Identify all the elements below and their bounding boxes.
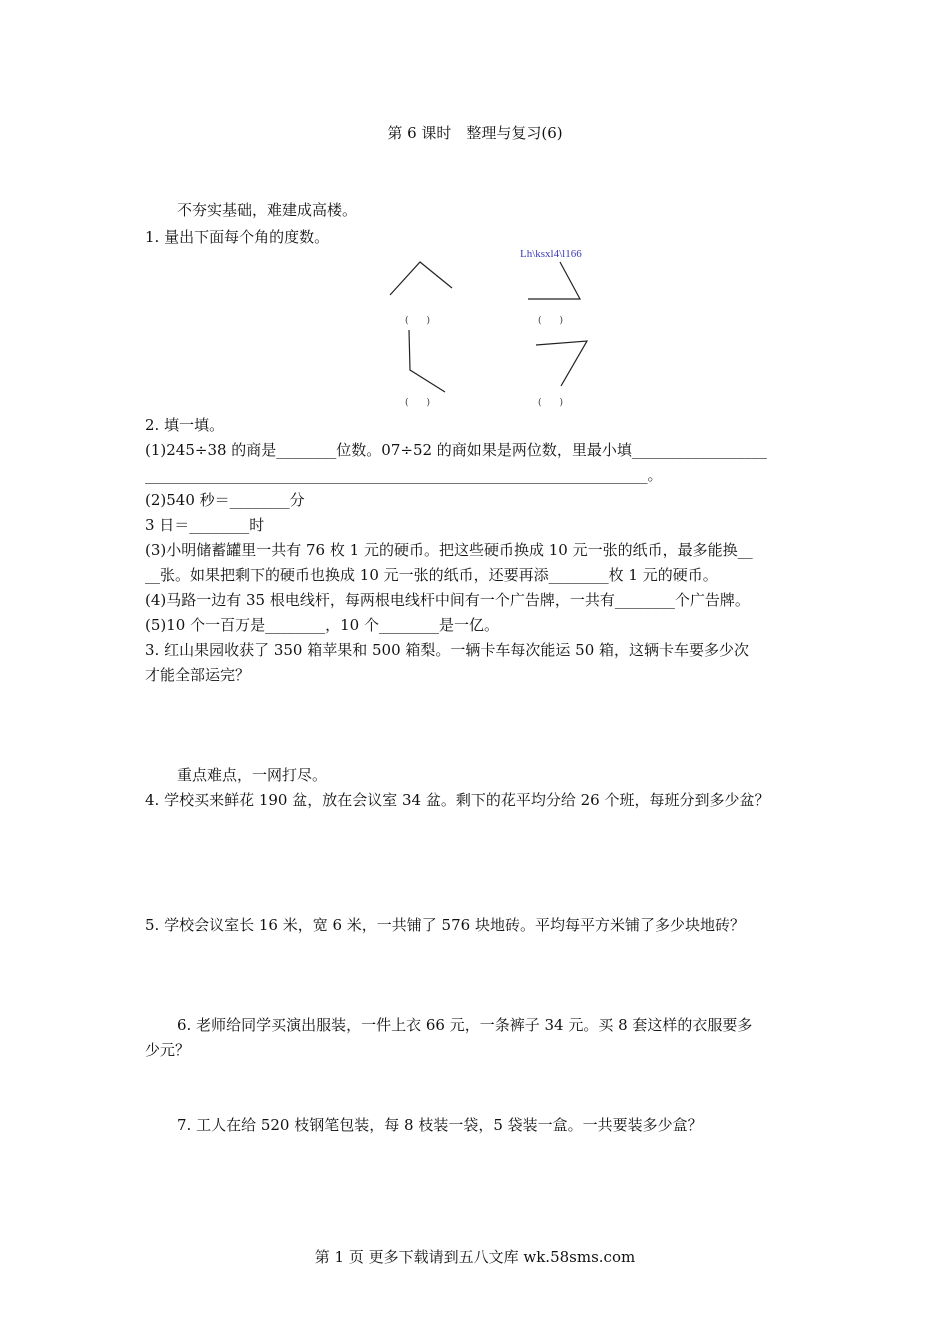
question-2-line-4: 3 日＝________时 xyxy=(145,516,265,534)
question-3-line-1: 3. 红山果园收获了 350 箱苹果和 500 箱梨。一辆卡车每次能运 50 箱，这辆卡车要多少次 xyxy=(145,641,750,659)
question-7: 7. 工人在给 520 枝钢笔包装，每 8 枝装一袋，5 袋装一盒。一共要装多少盒？ xyxy=(177,1116,703,1134)
watermark-text: Lh\ksxl4\l166 xyxy=(520,248,582,260)
angle-figure-1 xyxy=(390,262,452,295)
question-2-line-3: (2)540 秒＝________分 xyxy=(145,491,305,509)
question-2-line-7: (4)马路一边有 35 根电线杆，每两根电线杆中间有一个广告牌，一共有________个广告牌。 xyxy=(145,591,750,609)
page-title: 第 6 课时 整理与复习(6) xyxy=(387,124,563,142)
question-2-line-2: ___________________________________________________________________。 xyxy=(145,466,663,484)
question-2-line-8: (5)10 个一百万是________，10 个________是一亿。 xyxy=(145,616,499,634)
angle-figure-3 xyxy=(409,330,445,392)
page-footer: 第 1 页 更多下载请到五八文库 wk.58sms.com xyxy=(314,1248,636,1266)
angle-figure-4 xyxy=(536,341,587,386)
angle-answer-1: ( ) xyxy=(405,316,431,326)
section-motto-key-points: 重点难点，一网打尽。 xyxy=(177,766,328,784)
angle-figure-2 xyxy=(528,262,580,299)
question-2-heading: 2. 填一填。 xyxy=(145,416,225,434)
question-5: 5. 学校会议室长 16 米，宽 6 米，一共铺了 576 块地砖。平均每平方米铺了多少块地砖？ xyxy=(145,916,745,934)
section-motto-basics: 不夯实基础，难建成高楼。 xyxy=(177,201,358,219)
question-6-line-2: 少元？ xyxy=(145,1041,191,1059)
question-2-line-6: __张。如果把剩下的硬币也换成 10 元一张的纸币，还要再添________枚 1 元的硬币。 xyxy=(145,566,718,584)
question-2-line-1: (1)245÷38 的商是________位数。07÷52 的商如果是两位数，里最小填__________________ xyxy=(145,441,767,459)
question-1: 1. 量出下面每个角的度数。 xyxy=(145,228,330,246)
angle-answer-2: ( ) xyxy=(538,316,564,326)
angle-answer-3: ( ) xyxy=(405,398,431,408)
angle-answer-4: ( ) xyxy=(538,398,564,408)
question-2-line-5: (3)小明储蓄罐里一共有 76 枚 1 元的硬币。把这些硬币换成 10 元一张的纸币，最多能换__ xyxy=(145,541,753,559)
question-3-line-2: 才能全部运完？ xyxy=(145,666,251,684)
question-4: 4. 学校买来鲜花 190 盆，放在会议室 34 盆。剩下的花平均分给 26 个班，每班分到多少盆？ xyxy=(145,791,770,809)
question-6-line-1: 6. 老师给同学买演出服装，一件上衣 66 元，一条裤子 34 元。买 8 套这样的衣服要多 xyxy=(177,1016,753,1034)
